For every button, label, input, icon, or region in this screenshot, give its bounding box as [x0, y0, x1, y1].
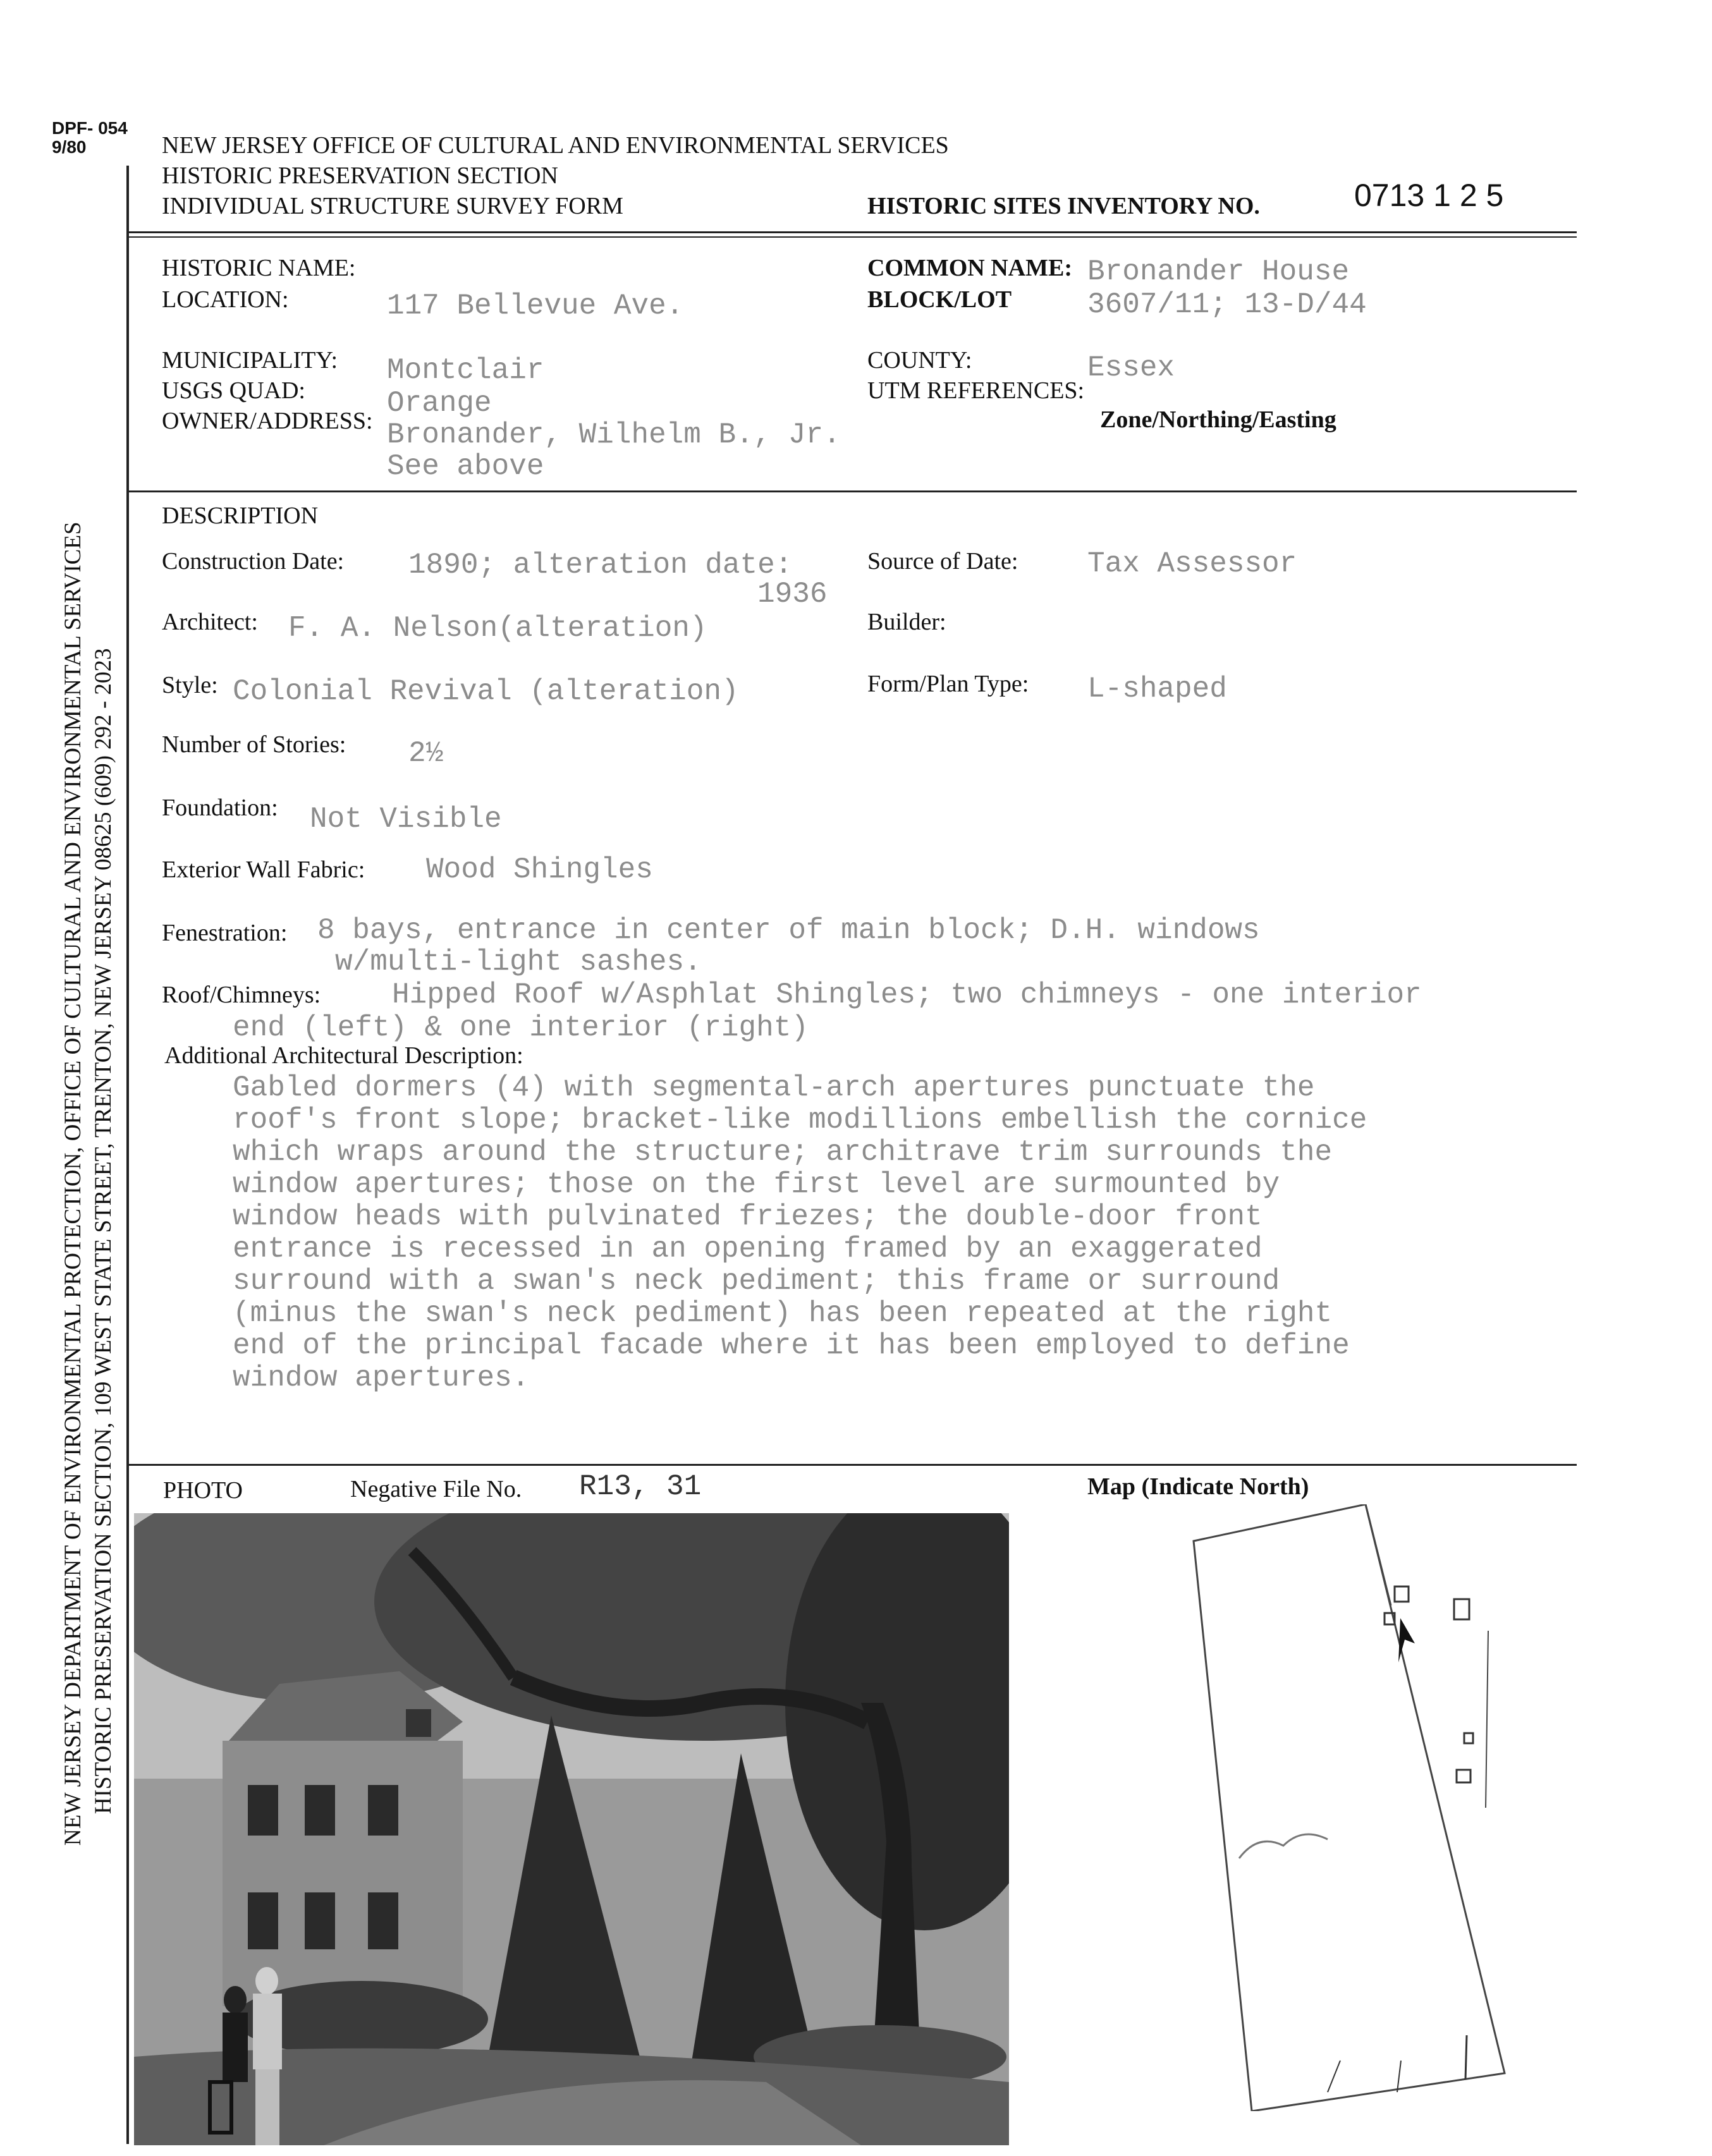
owner-address-value: See above: [387, 450, 544, 483]
map-label: Map (Indicate North): [1087, 1473, 1309, 1500]
common-name-value: Bronander House: [1087, 255, 1350, 288]
style-value: Colonial Revival (alteration): [233, 675, 739, 708]
additional-line: which wraps around the structure; architrave trim surrounds the: [233, 1136, 1333, 1169]
additional-line: window apertures.: [233, 1361, 530, 1394]
form-header: [162, 130, 949, 221]
left-border-line: [126, 166, 129, 2144]
architect-label: Architect:: [162, 609, 258, 635]
stories-value: 2½: [408, 737, 444, 770]
construction-date-label: Construction Date:: [162, 548, 345, 575]
inventory-number: 0713 1 2 5: [1354, 178, 1504, 213]
inventory-label: HISTORIC SITES INVENTORY NO.: [867, 193, 1260, 219]
additional-line: window apertures; those on the first level are surmounted by: [233, 1168, 1280, 1201]
source-of-date-label: Source of Date:: [867, 548, 1018, 575]
additional-line: window heads with pulvinated friezes; the double-door front: [233, 1200, 1263, 1233]
description-rule: [129, 1464, 1577, 1466]
county-value: Essex: [1087, 351, 1175, 384]
stories-label: Number of Stories:: [162, 731, 346, 758]
location-value: 117 Bellevue Ave.: [387, 289, 684, 322]
additional-line: entrance is recessed in an opening framed by an exaggerated: [233, 1233, 1263, 1265]
negative-file-label: Negative File No.: [350, 1476, 522, 1502]
wall-fabric-value: Wood Shingles: [426, 853, 653, 886]
identity-rule: [129, 490, 1577, 492]
municipality-value: Montclair: [387, 354, 544, 387]
header-rule-top: [129, 231, 1577, 233]
additional-line: (minus the swan's neck pediment) has been repeated at the right: [233, 1297, 1333, 1330]
fenestration-label: Fenestration:: [162, 920, 288, 946]
house-photo: [134, 1513, 1009, 2145]
additional-line: Gabled dormers (4) with segmental-arch apertures punctuate the: [233, 1071, 1315, 1104]
fenestration-line1: 8 bays, entrance in center of main block; D.H. windows: [317, 914, 1260, 947]
description-heading: DESCRIPTION: [162, 502, 319, 529]
builder-label: Builder:: [867, 609, 946, 635]
wall-fabric-label: Exterior Wall Fabric:: [162, 856, 365, 883]
alteration-year: 1936: [757, 578, 828, 611]
form-plan-type-value: L-shaped: [1087, 673, 1227, 705]
additional-line: end of the principal facade where it has been employed to define: [233, 1329, 1350, 1362]
negative-file-value: R13, 31: [579, 1470, 702, 1503]
location-map: [1176, 1504, 1530, 2111]
house-photo-drawing: [134, 1513, 1009, 2145]
additional-line: roof's front slope; bracket-like modillions embellish the cornice: [233, 1104, 1367, 1136]
architect-value: F. A. Nelson(alteration): [288, 612, 707, 645]
form-code: [52, 119, 128, 157]
header-agency: NEW JERSEY OFFICE OF CULTURAL AND ENVIRONMENTAL SERVICES: [162, 132, 949, 159]
additional-description-label: Additional Architectural Description:: [164, 1042, 523, 1069]
block-lot-label: BLOCK/LOT: [867, 286, 1012, 313]
owner-address-label: OWNER/ADDRESS:: [162, 408, 373, 434]
side-text-address: HISTORIC PRESERVATION SECTION, 109 WEST STATE STREET, TRENTON, NEW JERSEY 08625 (609) 292 - 2023: [90, 648, 116, 1814]
utm-subheading: Zone/Northing/Easting: [1100, 406, 1336, 433]
county-label: COUNTY:: [867, 347, 972, 374]
municipality-label: MUNICIPALITY:: [162, 347, 338, 374]
additional-description-text: [233, 1072, 1367, 1394]
fenestration-line2: w/multi-light sashes.: [335, 946, 702, 978]
owner-value: Bronander, Wilhelm B., Jr.: [387, 418, 841, 451]
header-rule-bottom: [129, 236, 1577, 238]
usgs-quad-value: Orange: [387, 387, 492, 420]
roof-line2: end (left) & one interior (right): [233, 1011, 809, 1044]
photo-label: PHOTO: [163, 1477, 243, 1504]
location-label: LOCATION:: [162, 286, 289, 313]
foundation-value: Not Visible: [310, 803, 502, 836]
source-of-date-value: Tax Assessor: [1087, 547, 1297, 580]
usgs-quad-label: USGS QUAD:: [162, 377, 305, 404]
block-lot-value: 3607/11; 13-D/44: [1087, 288, 1367, 321]
style-label: Style:: [162, 672, 218, 698]
common-name-label: COMMON NAME:: [867, 255, 1072, 281]
construction-date-value: 1890; alteration date:: [408, 549, 793, 582]
form-plan-type-label: Form/Plan Type:: [867, 671, 1029, 697]
additional-line: surround with a swan's neck pediment; this frame or surround: [233, 1265, 1280, 1298]
foundation-label: Foundation:: [162, 795, 278, 821]
location-map-drawing: [1176, 1504, 1530, 2111]
historic-name-label: HISTORIC NAME:: [162, 255, 356, 281]
header-section: HISTORIC PRESERVATION SECTION: [162, 162, 558, 189]
form-date-code: 9/80: [52, 137, 87, 157]
header-form-title: INDIVIDUAL STRUCTURE SURVEY FORM: [162, 193, 623, 219]
roof-line1: Hipped Roof w/Asphlat Shingles; two chimneys - one interior: [392, 978, 1422, 1011]
roof-chimneys-label: Roof/Chimneys:: [162, 982, 321, 1008]
form-code-number: DPF- 054: [52, 118, 128, 138]
side-text-department: NEW JERSEY DEPARTMENT OF ENVIRONMENTAL PROTECTION, OFFICE OF CULTURAL AND ENVIRONMENTAL SERVICES: [60, 521, 86, 1846]
utm-label: UTM REFERENCES:: [867, 377, 1085, 404]
